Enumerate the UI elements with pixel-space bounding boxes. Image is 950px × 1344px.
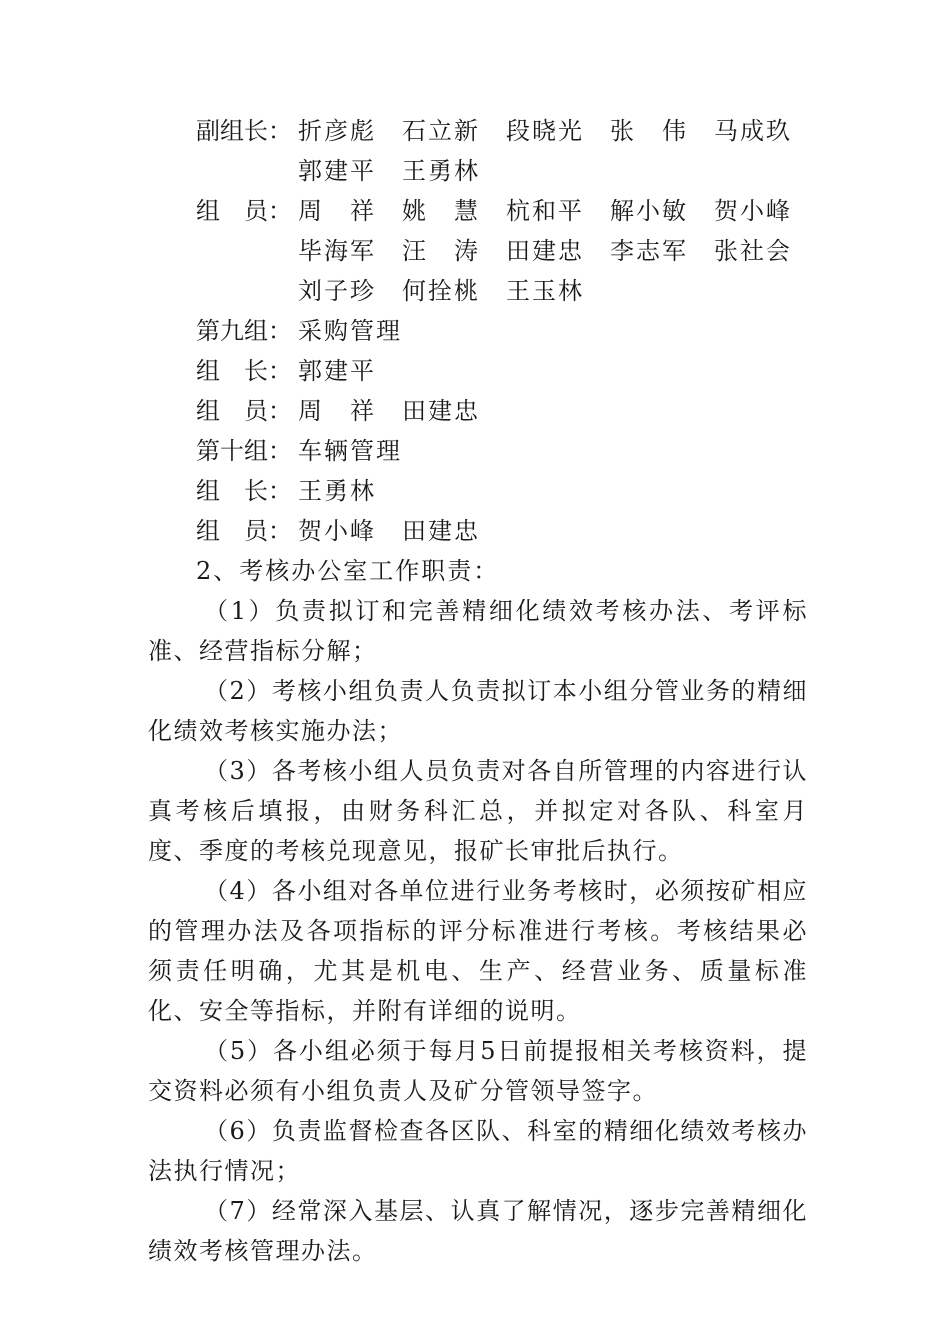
duties-heading: 2、考核办公室工作职责： <box>196 557 500 585</box>
duty-item-6-text: （6）负责监督检查各区队、科室的精细化绩效考核办法执行情况； <box>148 1117 808 1185</box>
duty-item-7 <box>148 1191 808 1271</box>
group10-leader-label: 组 长： <box>196 477 292 505</box>
group9-name: 采购管理 <box>298 317 402 345</box>
group9-members: 周 祥 田建忠 <box>298 397 480 425</box>
duty-item-2 <box>148 671 808 751</box>
group9-leader: 郭建平 <box>298 357 376 385</box>
members-names-line3: 刘子珍 何拴桃 王玉林 <box>298 277 584 305</box>
group10-members: 贺小峰 田建忠 <box>298 517 480 545</box>
group9-label: 第九组： <box>196 317 292 345</box>
duty-item-4 <box>148 871 808 1031</box>
duty-item-1-text: （1）负责拟订和完善精细化绩效考核办法、考评标准、经营指标分解； <box>148 597 808 665</box>
members-label: 组 员： <box>196 197 292 225</box>
duty-item-1 <box>148 591 808 671</box>
group10-leader: 王勇林 <box>298 477 376 505</box>
group10-label: 第十组： <box>196 437 292 465</box>
deputy-leader-label: 副组长： <box>196 117 292 145</box>
duty-item-2-text: （2）考核小组负责人负责拟订本小组分管业务的精细化绩效考核实施办法； <box>148 677 808 745</box>
duty-item-5-text: （5）各小组必须于每月5日前提报相关考核资料，提交资料必须有小组负责人及矿分管领导签字。 <box>148 1037 808 1105</box>
duty-item-6 <box>148 1111 808 1191</box>
group10-name: 车辆管理 <box>298 437 402 465</box>
deputy-leader-names-line2: 郭建平 王勇林 <box>298 157 480 185</box>
duty-item-3 <box>148 751 808 871</box>
duty-item-7-text: （7）经常深入基层、认真了解情况，逐步完善精细化绩效考核管理办法。 <box>148 1197 808 1265</box>
duty-item-4-text: （4）各小组对各单位进行业务考核时，必须按矿相应的管理办法及各项指标的评分标准进行考核。考核结果必须责任明确，尤其是机电、生产、经营业务、质量标准化、安全等指标，并附有详细的说明。 <box>148 877 808 1025</box>
duty-item-5 <box>148 1031 808 1111</box>
group10-members-label: 组 员： <box>196 517 292 545</box>
deputy-leader-names-line1: 折彦彪 石立新 段晓光 张 伟 马成玖 <box>298 117 792 145</box>
duty-item-3-text: （3）各考核小组人员负责对各自所管理的内容进行认真考核后填报，由财务科汇总，并拟定对各队、科室月度、季度的考核兑现意见，报矿长审批后执行。 <box>148 757 808 865</box>
members-names-line1: 周 祥 姚 慧 杭和平 解小敏 贺小峰 <box>298 197 792 225</box>
group9-leader-label: 组 长： <box>196 357 292 385</box>
group9-members-label: 组 员： <box>196 397 292 425</box>
members-names-line2: 毕海军 汪 涛 田建忠 李志军 张社会 <box>298 237 792 265</box>
